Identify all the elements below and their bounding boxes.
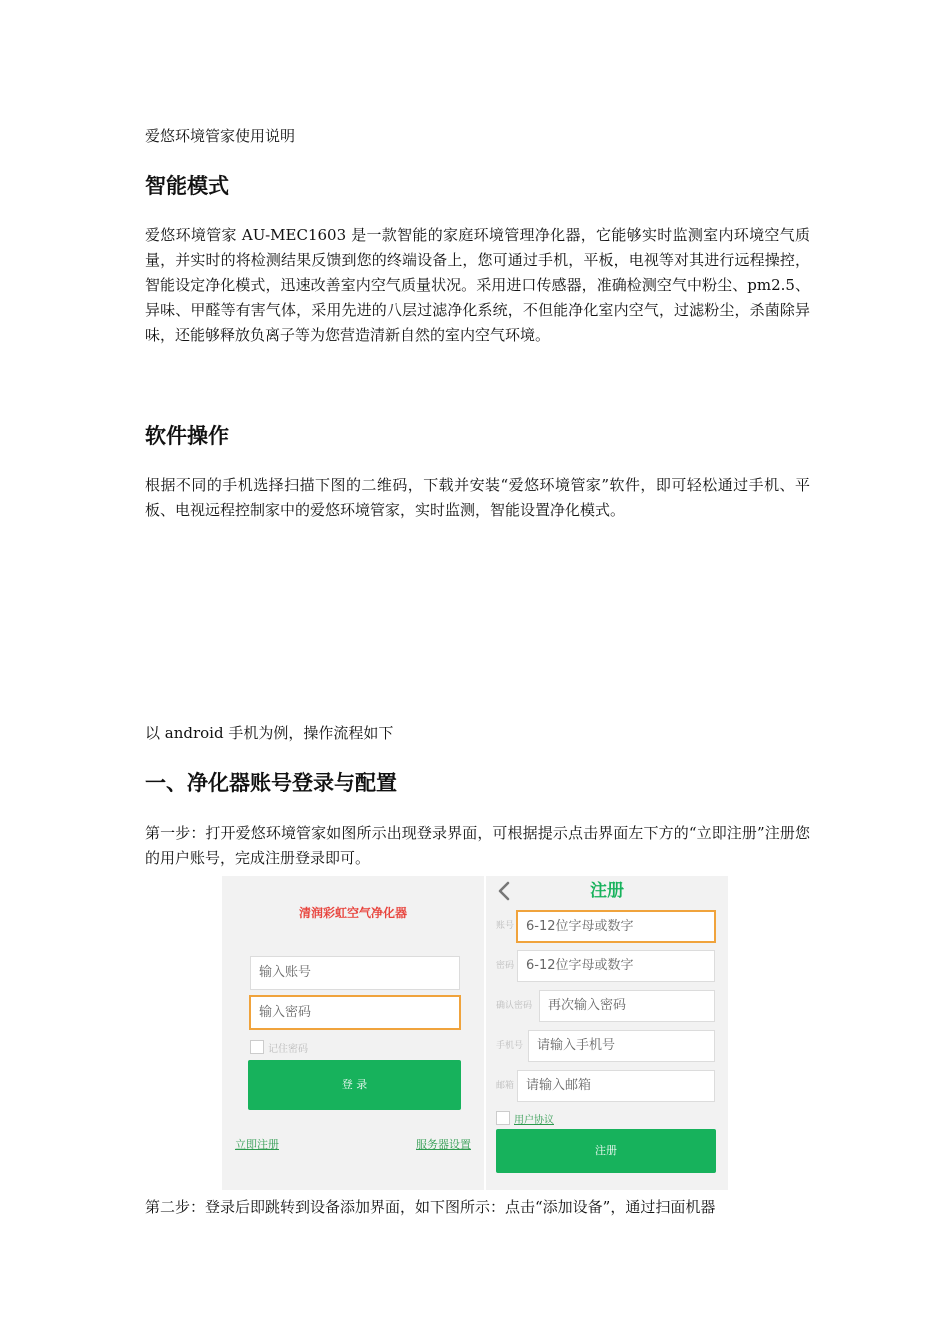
register-title: 注册 (590, 881, 624, 901)
login-button[interactable]: 登 录 (248, 1060, 461, 1110)
paragraph-android-intro: 以 android 手机为例，操作流程如下 (145, 724, 394, 742)
register-confirm-input[interactable]: 再次输入密码 (539, 990, 715, 1022)
paragraph-step2: 第二步：登录后即跳转到设备添加界面，如下图所示：点击“添加设备”，通过扫面机器 (145, 1198, 716, 1216)
document-title: 爱悠环境管家使用说明 (145, 127, 296, 145)
agreement-checkbox[interactable] (496, 1111, 510, 1125)
register-account-input[interactable]: 6-12位字母或数字 (516, 910, 716, 943)
remember-label: 记住密码 (268, 1044, 308, 1055)
heading-software: 软件操作 (145, 424, 229, 448)
heading-smart-mode: 智能模式 (145, 174, 229, 198)
server-settings-link[interactable]: 服务器设置 (416, 1138, 471, 1151)
register-link[interactable]: 立即注册 (235, 1138, 279, 1151)
agreement-link[interactable]: 用户协议 (514, 1115, 554, 1126)
paragraph-smart-mode: 爱悠环境管家 AU-MEC1603 是一款智能的家庭环境管理净化器，它能够实时监测室内环境空气质量，并实时的将检测结果反馈到您的终端设备上，您可通过手机，平板，电视等对其进行远程操控，智能设定净化模式，迅速改善室内空气质量状况。采用进口传感器，准确检测空气中粉尘、pm2.5、异味、甲醛等有害气体，采用先进的八层过滤净化系统，不但能净化室内空气，过滤粉尘，杀菌除异味，还能够释放负离子等为您营造清新自然的室内空气环境。 (145, 226, 810, 344)
login-screenshot (222, 876, 484, 1190)
paragraph-step1: 第一步：打开爱悠环境管家如图所示出现登录界面，可根据提示点击界面左下方的“立即注册”注册您的用户账号，完成注册登录即可。 (145, 824, 810, 867)
register-password-input[interactable]: 6-12位字母或数字 (517, 950, 715, 982)
register-button[interactable]: 注册 (496, 1129, 716, 1173)
paragraph-software: 根据不同的手机选择扫描下图的二维码，下载并安装“爱悠环境管家”软件，即可轻松通过手机、平板、电视远程控制家中的爱悠环境管家，实时监测，智能设置净化模式。 (145, 476, 810, 519)
field-label-account: 账号 (496, 921, 515, 931)
account-input[interactable]: 输入账号 (250, 956, 460, 990)
field-label-confirm: 确认密码 (496, 1001, 533, 1011)
register-email-input[interactable]: 请输入邮箱 (517, 1070, 715, 1102)
register-screenshot (486, 876, 728, 1190)
password-input[interactable]: 输入密码 (249, 995, 461, 1030)
heading-login-config: 一、净化器账号登录与配置 (145, 771, 397, 795)
field-label-email: 邮箱 (496, 1081, 515, 1091)
remember-checkbox[interactable] (250, 1040, 264, 1054)
login-app-title: 清润彩虹空气净化器 (298, 906, 407, 920)
field-label-phone: 手机号 (496, 1041, 524, 1051)
field-label-password: 密码 (496, 961, 515, 971)
register-phone-input[interactable]: 请输入手机号 (528, 1030, 715, 1062)
